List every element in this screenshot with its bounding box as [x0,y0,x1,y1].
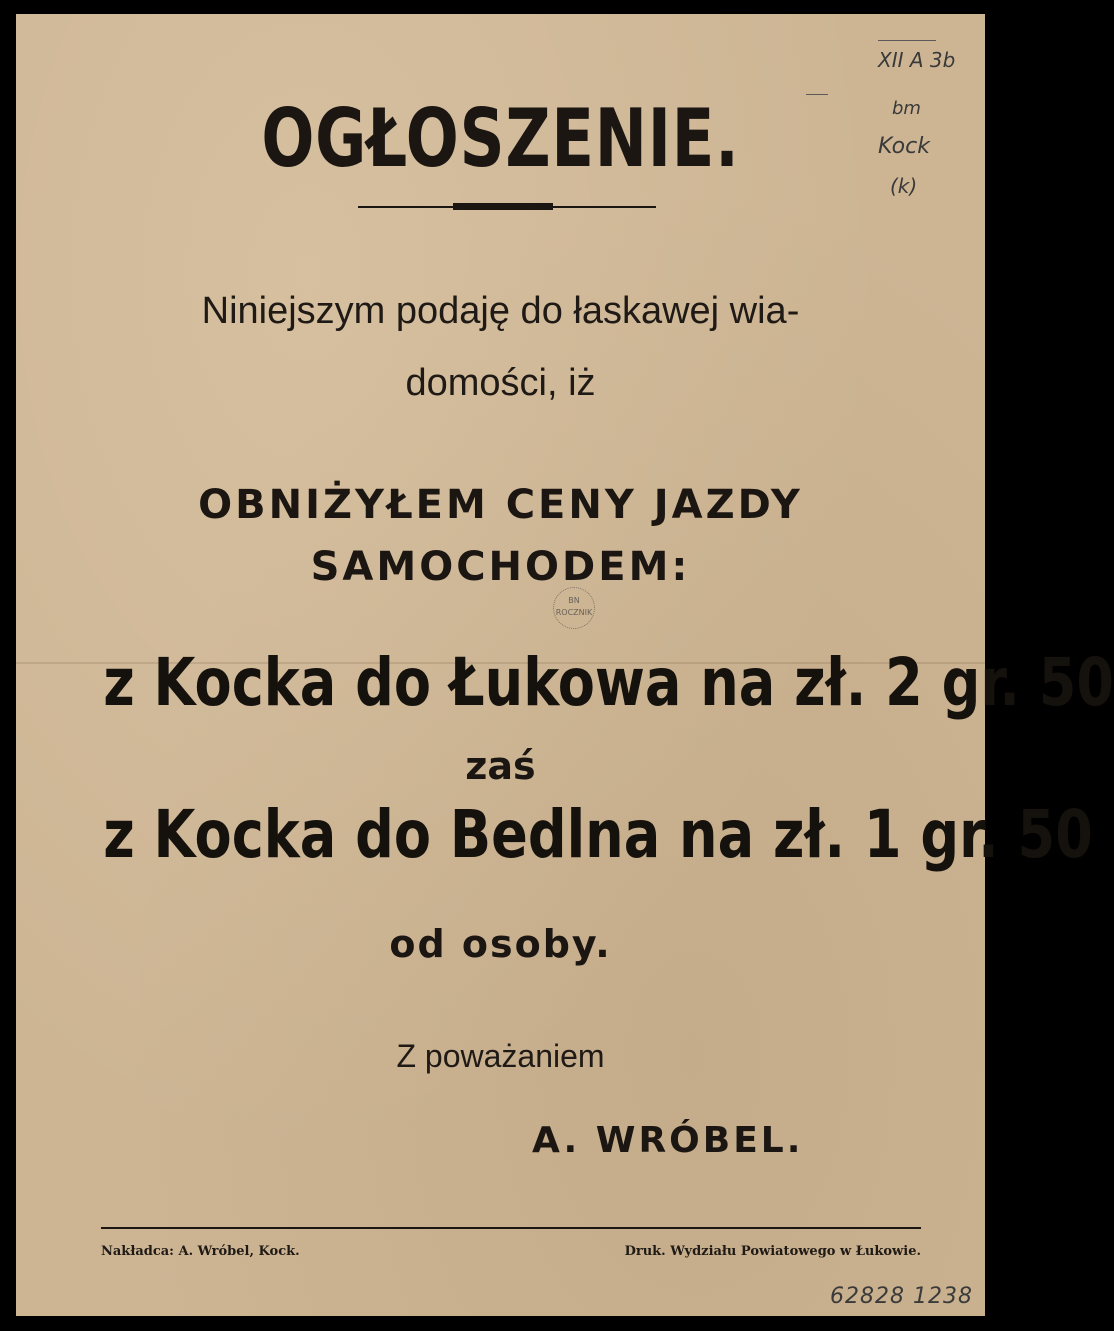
stamp-text-top: BN [568,596,580,605]
title-rule-center [453,203,553,210]
library-stamp [553,587,595,629]
stamp-text-bottom: ROCZNIK [555,608,593,617]
footer-publisher: Nakładca: A. Wróbel, Kock. [101,1244,300,1259]
footer-printer: Druk. Wydziału Powiatowego w Łukowie. [624,1244,921,1259]
announcement-heading-2: SAMOCHODEM: [310,544,691,590]
title-rule-left [358,206,453,208]
archival-signature: XII A 3b [878,48,956,72]
title-rule-right [553,206,656,208]
announcement-heading-1: OBNIŻYŁEM CENY JAZDY [198,482,803,528]
archival-underline [878,40,936,41]
per-person-text: od osoby. [389,922,612,966]
inventory-number: 62828 1238 [830,1284,973,1309]
route-connector: zaś [465,744,536,788]
route-kock-bedlno: z Kocka do Bedlna na zł. 1 gr. 50 [103,796,1093,873]
archival-note-k: (k) [890,174,918,198]
poster-sheet [16,14,1114,1316]
route-kock-lukow: z Kocka do Łukowa na zł. 2 gr. 50 [103,644,1114,721]
closing-regards: Z poważaniem [396,1038,605,1074]
signature-name: A. WRÓBEL. [532,1120,804,1161]
intro-line-2: domości, iż [405,362,596,404]
intro-line-1: Niniejszym podaję do łaskawej wia- [201,290,800,332]
archival-note-bm: bm [892,98,921,119]
footer-rule [101,1227,921,1229]
archival-note-place: Kock [878,134,930,159]
poster-title: OGŁOSZENIE. [261,92,740,185]
